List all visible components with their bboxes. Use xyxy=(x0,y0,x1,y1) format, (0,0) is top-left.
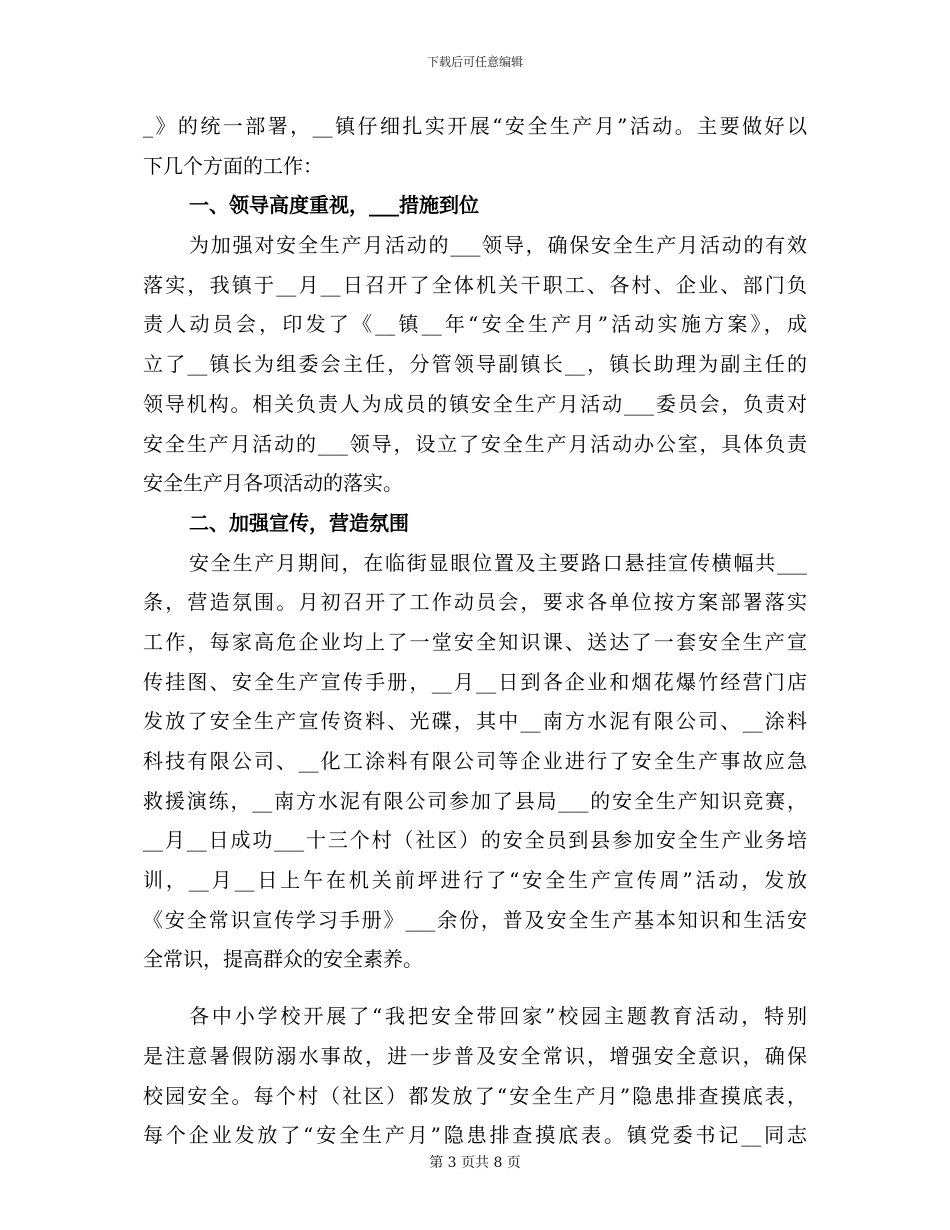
text-line: 发放了安全生产宣传资料、光碟，其中__南方水泥有限公司、__涂料 xyxy=(143,709,807,734)
text-line: 条，营造氛围。月初召开了工作动员会，要求各单位按方案部署落实 xyxy=(143,590,807,615)
document-body xyxy=(143,107,807,1156)
text-line: 各中小学校开展了“我把安全带回家”校园主题教育活动，特别 xyxy=(189,1004,807,1029)
section-heading: 一、领导高度重视，___措施到位 xyxy=(189,193,479,218)
text-line: _》的统一部署，__镇仔细扎实开展“安全生产月”活动。主要做好以 xyxy=(143,114,807,138)
text-line: 为加强对安全生产月活动的___领导，确保安全生产月活动的有效 xyxy=(189,233,807,258)
text-line: 工作，每家高危企业均上了一堂安全知识课、送达了一套安全生产宣 xyxy=(143,629,807,654)
text-line: 是注意暑假防溺水事故，进一步普及安全常识，增强安全意识，确保 xyxy=(143,1043,807,1068)
text-line: __月__日成功___十三个村（社区）的安全员到县参加安全生产业务培 xyxy=(143,828,807,853)
text-line: 领导机构。相关负责人为成员的镇安全生产月活动___委员会，负责对 xyxy=(143,391,807,416)
text-line: 传挂图、安全生产宣传手册，__月__日到各企业和烟花爆竹经营门店 xyxy=(143,669,807,694)
text-line: 《安全常识宣传学习手册》___余份，普及安全生产基本知识和生活安 xyxy=(143,907,807,932)
text-line: 安全生产月期间，在临街显眼位置及主要路口悬挂宣传横幅共___ xyxy=(189,550,807,575)
page-header: 下载后可任意编辑 xyxy=(426,55,523,69)
text-line: 科技有限公司、__化工涂料有限公司等企业进行了安全生产事故应急 xyxy=(143,749,807,773)
text-line: 安全生产月活动的___领导，设立了安全生产月活动办公室，具体负责 xyxy=(143,431,807,456)
text-line: 训，__月__日上午在机关前坪进行了“安全生产宣传周”活动，发放 xyxy=(143,868,807,893)
text-line: 救援演练，__南方水泥有限公司参加了县局___的安全生产知识竞赛， xyxy=(143,788,807,813)
text-line: 每个企业发放了“安全生产月”隐患排查摸底表。镇党委书记__同志 xyxy=(143,1123,807,1148)
text-line: 校园安全。每个村（社区）都发放了“安全生产月”隐患排查摸底表， xyxy=(143,1083,807,1108)
text-line: 安全生产月各项活动的落实。 xyxy=(143,471,403,496)
text-line: 下几个方面的工作： xyxy=(143,153,323,178)
section-heading: 二、加强宣传，营造氛围 xyxy=(189,510,409,535)
paragraph-gap xyxy=(143,980,807,997)
text-line: 落实，我镇于__月__日召开了全体机关干职工、各村、企业、部门负 xyxy=(143,272,807,297)
text-line: 责人动员会，印发了《__镇__年“安全生产月”活动实施方案》，成 xyxy=(143,312,807,337)
text-line: 立了__镇长为组委会主任，分管领导副镇长__，镇长助理为副主任的 xyxy=(143,352,807,377)
page-footer: 第 3 页共 8 页 xyxy=(429,1155,521,1171)
text-line: 全常识，提高群众的安全素养。 xyxy=(143,947,423,972)
